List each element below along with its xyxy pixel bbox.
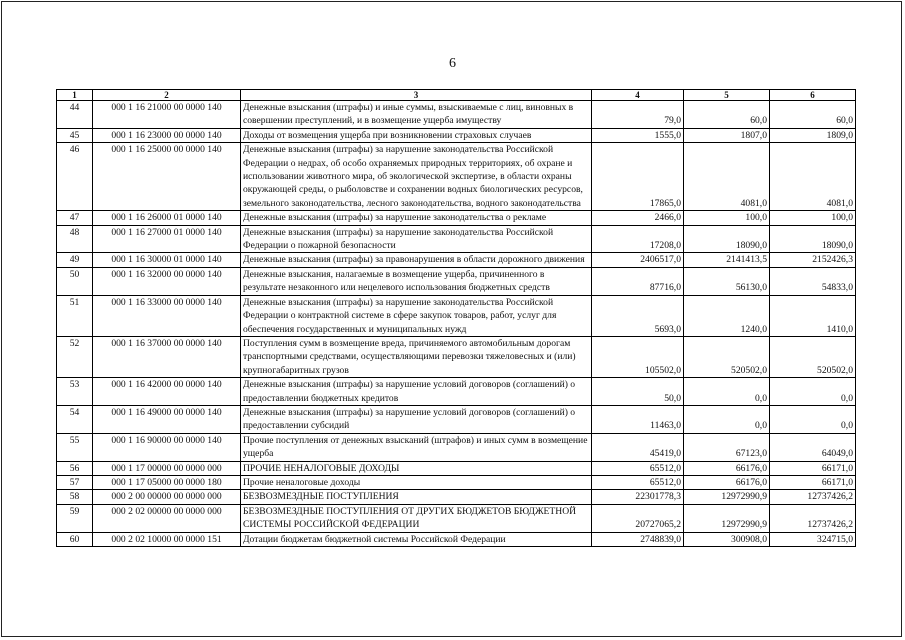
column-header: 1	[57, 90, 93, 101]
table-row	[57, 490, 856, 504]
row-number: 46	[57, 143, 93, 211]
value-col4: 65512,0	[592, 475, 684, 489]
value-col6: 1809,0	[770, 128, 856, 142]
value-col4: 2406517,0	[592, 253, 684, 267]
row-number: 55	[57, 433, 93, 461]
value-col5: 56130,0	[684, 267, 770, 295]
value-col5: 300908,0	[684, 532, 770, 546]
row-number: 50	[57, 267, 93, 295]
value-col5: 0,0	[684, 378, 770, 406]
column-header: 4	[592, 90, 684, 101]
row-description: Денежные взыскания (штрафы) и иные суммы, взыскиваемые с лиц, виновных в совершении преступлений, и в возмещение ущерба имуществу	[241, 101, 592, 129]
row-description: Денежные взыскания (штрафы) за нарушение законодательства о рекламе	[241, 211, 592, 225]
budget-code: 000 1 16 32000 00 0000 140	[93, 267, 241, 295]
table-row	[57, 295, 856, 336]
table-row	[57, 143, 856, 211]
row-number: 53	[57, 378, 93, 406]
value-col4: 17208,0	[592, 225, 684, 253]
value-col6: 324715,0	[770, 532, 856, 546]
row-number: 58	[57, 490, 93, 504]
table-row	[57, 405, 856, 433]
value-col4: 79,0	[592, 101, 684, 129]
value-col6: 520502,0	[770, 336, 856, 377]
value-col6: 18090,0	[770, 225, 856, 253]
value-col4: 105502,0	[592, 336, 684, 377]
value-col5: 1807,0	[684, 128, 770, 142]
budget-code: 000 2 00 00000 00 0000 000	[93, 490, 241, 504]
row-description: Поступления сумм в возмещение вреда, причиняемого автомобильным дорогам транспортными средствами, осуществляющими перевозки тяжеловесных и (или) крупногабаритных грузов	[241, 336, 592, 377]
budget-code: 000 1 16 21000 00 0000 140	[93, 101, 241, 129]
row-description: БЕЗВОЗМЕЗДНЫЕ ПОСТУПЛЕНИЯ ОТ ДРУГИХ БЮДЖЕТОВ БЮДЖЕТНОЙ СИСТЕМЫ РОССИЙСКОЙ ФЕДЕРАЦИИ	[241, 504, 592, 532]
row-number: 48	[57, 225, 93, 253]
value-col5: 100,0	[684, 211, 770, 225]
budget-code: 000 1 16 37000 00 0000 140	[93, 336, 241, 377]
value-col5: 2141413,5	[684, 253, 770, 267]
row-description: Денежные взыскания (штрафы) за нарушение законодательства Российской Федерации о контрактной системе в сфере закупок товаров, работ, услуг для обеспечения государственных и муниципальных нужд	[241, 295, 592, 336]
row-number: 52	[57, 336, 93, 377]
table-row	[57, 253, 856, 267]
row-description: Денежные взыскания (штрафы) за нарушение законодательства Российской Федерации о пожарной безопасности	[241, 225, 592, 253]
value-col6: 0,0	[770, 405, 856, 433]
column-header: 2	[93, 90, 241, 101]
table-row	[57, 128, 856, 142]
row-number: 54	[57, 405, 93, 433]
row-number: 51	[57, 295, 93, 336]
value-col5: 18090,0	[684, 225, 770, 253]
table-row	[57, 532, 856, 546]
row-number: 59	[57, 504, 93, 532]
row-number: 56	[57, 461, 93, 475]
budget-code: 000 1 16 25000 00 0000 140	[93, 143, 241, 211]
row-description: Прочие неналоговые доходы	[241, 475, 592, 489]
column-header: 3	[241, 90, 592, 101]
value-col4: 11463,0	[592, 405, 684, 433]
budget-code: 000 1 16 27000 01 0000 140	[93, 225, 241, 253]
budget-code: 000 1 17 00000 00 0000 000	[93, 461, 241, 475]
value-col5: 66176,0	[684, 475, 770, 489]
value-col5: 67123,0	[684, 433, 770, 461]
table-row	[57, 267, 856, 295]
column-header: 6	[770, 90, 856, 101]
row-description: Денежные взыскания, налагаемые в возмещение ущерба, причиненного в результате незаконного или нецелевого использования бюджетных средств	[241, 267, 592, 295]
value-col4: 50,0	[592, 378, 684, 406]
row-description: БЕЗВОЗМЕЗДНЫЕ ПОСТУПЛЕНИЯ	[241, 490, 592, 504]
row-description: Прочие поступления от денежных взысканий (штрафов) и иных сумм в возмещение ущерба	[241, 433, 592, 461]
value-col4: 2466,0	[592, 211, 684, 225]
value-col4: 65512,0	[592, 461, 684, 475]
value-col5: 0,0	[684, 405, 770, 433]
value-col6: 66171,0	[770, 461, 856, 475]
row-description: Доходы от возмещения ущерба при возникновении страховых случаев	[241, 128, 592, 142]
budget-code: 000 1 16 33000 00 0000 140	[93, 295, 241, 336]
value-col6: 64049,0	[770, 433, 856, 461]
row-number: 49	[57, 253, 93, 267]
budget-code: 000 1 16 42000 00 0000 140	[93, 378, 241, 406]
value-col6: 54833,0	[770, 267, 856, 295]
column-header: 5	[684, 90, 770, 101]
table-row	[57, 336, 856, 377]
budget-revenue-table	[56, 89, 856, 547]
value-col5: 60,0	[684, 101, 770, 129]
row-number: 60	[57, 532, 93, 546]
budget-code: 000 2 02 00000 00 0000 000	[93, 504, 241, 532]
value-col4: 5693,0	[592, 295, 684, 336]
budget-code: 000 1 16 30000 01 0000 140	[93, 253, 241, 267]
value-col5: 4081,0	[684, 143, 770, 211]
value-col4: 2748839,0	[592, 532, 684, 546]
value-col5: 12972990,9	[684, 504, 770, 532]
value-col6: 1410,0	[770, 295, 856, 336]
value-col4: 87716,0	[592, 267, 684, 295]
value-col6: 0,0	[770, 378, 856, 406]
budget-code: 000 1 16 23000 00 0000 140	[93, 128, 241, 142]
row-description: Денежные взыскания (штрафы) за нарушение условий договоров (соглашений) о предоставлении бюджетных кредитов	[241, 378, 592, 406]
value-col4: 17865,0	[592, 143, 684, 211]
table-row	[57, 461, 856, 475]
value-col6: 100,0	[770, 211, 856, 225]
value-col6: 66171,0	[770, 475, 856, 489]
table-row	[57, 504, 856, 532]
row-number: 57	[57, 475, 93, 489]
value-col4: 45419,0	[592, 433, 684, 461]
budget-code: 000 1 17 05000 00 0000 180	[93, 475, 241, 489]
value-col4: 22301778,3	[592, 490, 684, 504]
table-header-row	[57, 90, 856, 101]
table-row	[57, 378, 856, 406]
table-row	[57, 433, 856, 461]
value-col6: 60,0	[770, 101, 856, 129]
row-number: 44	[57, 101, 93, 129]
table-row	[57, 101, 856, 129]
table-row	[57, 211, 856, 225]
row-description: Денежные взыскания (штрафы) за нарушение условий договоров (соглашений) о предоставлении субсидий	[241, 405, 592, 433]
row-description: Денежные взыскания (штрафы) за правонарушения в области дорожного движения	[241, 253, 592, 267]
row-description: ПРОЧИЕ НЕНАЛОГОВЫЕ ДОХОДЫ	[241, 461, 592, 475]
value-col5: 1240,0	[684, 295, 770, 336]
value-col5: 66176,0	[684, 461, 770, 475]
value-col5: 12972990,9	[684, 490, 770, 504]
table-row	[57, 475, 856, 489]
value-col4: 20727065,2	[592, 504, 684, 532]
page-number: 6	[449, 56, 456, 71]
value-col6: 12737426,2	[770, 490, 856, 504]
budget-code: 000 2 02 10000 00 0000 151	[93, 532, 241, 546]
value-col5: 520502,0	[684, 336, 770, 377]
row-description: Денежные взыскания (штрафы) за нарушение законодательства Российской Федерации о недрах, об особо охраняемых природных территориях, об охране и использовании животного мира, об экологической экспертизе, в области охраны окружающей среды, о рыболовстве и сохранении водных биологических ресурсов, земельного законодательства, лесного законодательства, водного законодательства	[241, 143, 592, 211]
row-number: 47	[57, 211, 93, 225]
budget-code: 000 1 16 90000 00 0000 140	[93, 433, 241, 461]
value-col6: 12737426,2	[770, 504, 856, 532]
row-number: 45	[57, 128, 93, 142]
value-col6: 2152426,3	[770, 253, 856, 267]
table-row	[57, 225, 856, 253]
value-col6: 4081,0	[770, 143, 856, 211]
row-description: Дотации бюджетам бюджетной системы Российской Федерации	[241, 532, 592, 546]
value-col4: 1555,0	[592, 128, 684, 142]
budget-code: 000 1 16 49000 00 0000 140	[93, 405, 241, 433]
budget-code: 000 1 16 26000 01 0000 140	[93, 211, 241, 225]
